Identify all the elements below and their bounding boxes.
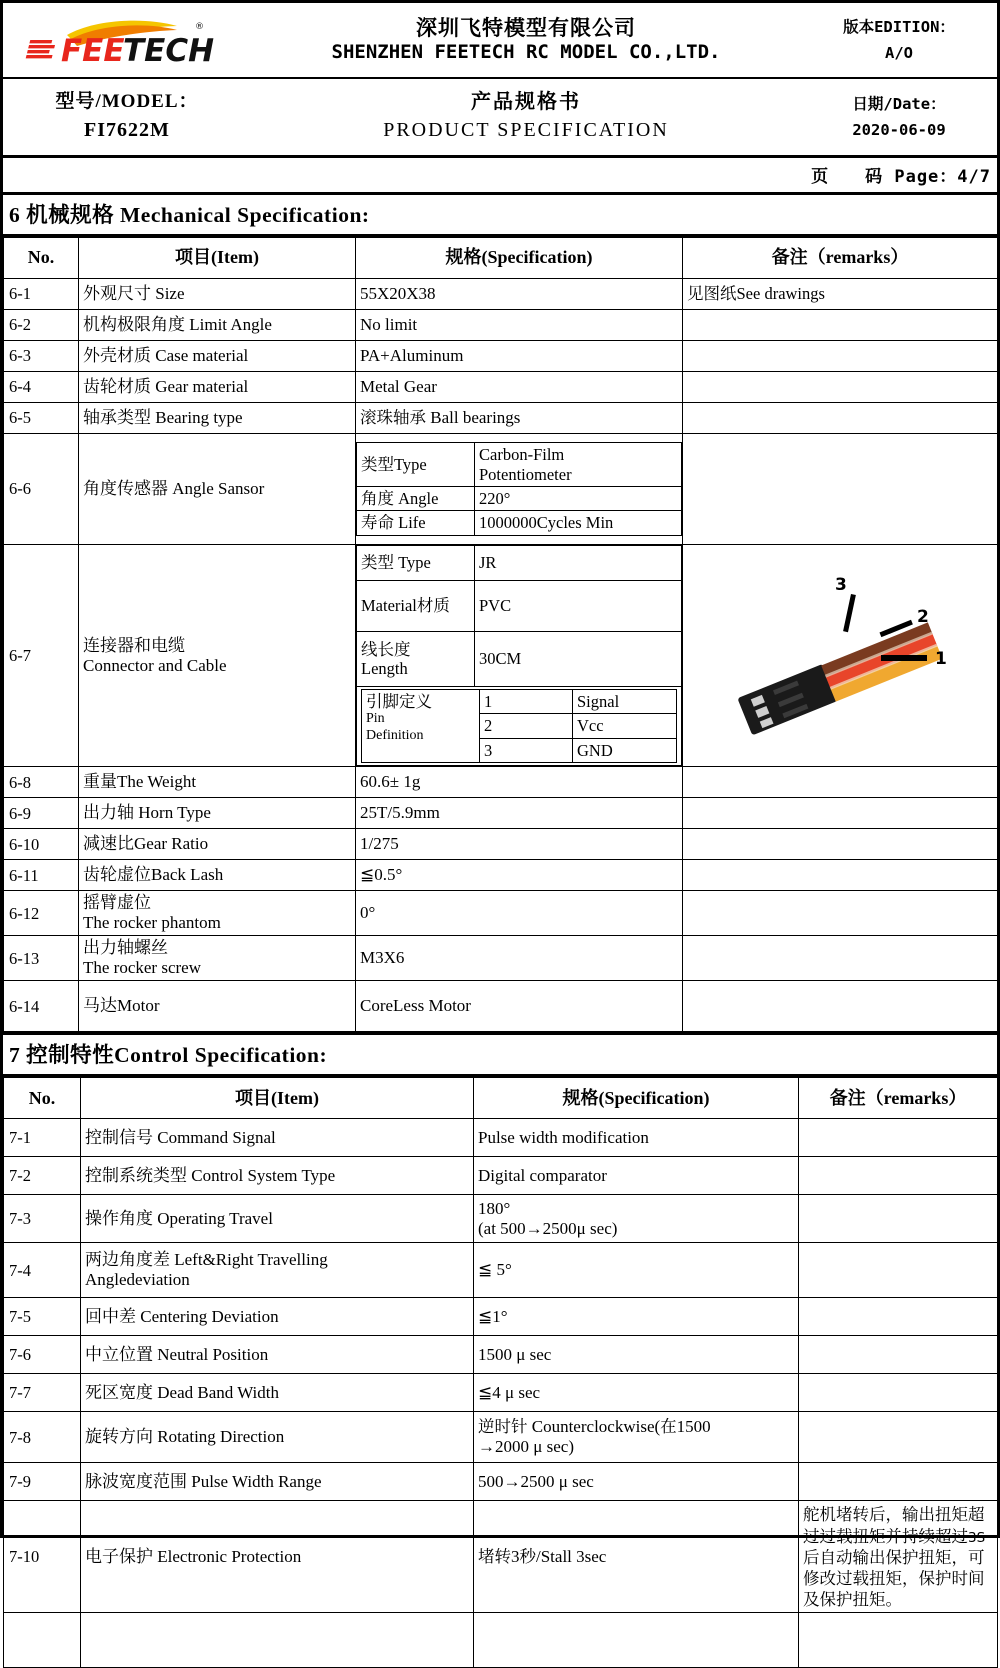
- row-spec: 0°: [356, 891, 683, 936]
- callout-2: 2: [917, 606, 929, 627]
- row-no: 6-13: [4, 936, 79, 981]
- subtable-row: [357, 511, 682, 535]
- feetech-logo-icon: [27, 13, 227, 67]
- row-spec: [474, 1412, 799, 1463]
- row-no: 7-10: [4, 1501, 81, 1612]
- row-item: 电子保护 Electronic Protection: [81, 1501, 474, 1612]
- col-header-no: No.: [4, 238, 79, 279]
- row-spec: Digital comparator: [474, 1157, 799, 1195]
- row-spec: [356, 434, 683, 545]
- table-row: [4, 798, 998, 829]
- table-row: [4, 434, 998, 545]
- model-cell: [3, 78, 251, 155]
- sub-value: 220°: [475, 487, 682, 511]
- svg-text:FEE: FEE: [61, 33, 125, 69]
- subtable-row: [357, 546, 682, 581]
- row-remarks: [683, 310, 998, 341]
- row-item: 减速比Gear Ratio: [79, 829, 356, 860]
- sub-key: 角度 Angle: [357, 487, 475, 511]
- row-item: 中立位置 Neutral Position: [81, 1336, 474, 1374]
- sub-key: Material材质: [357, 581, 475, 632]
- row-spec: ≦4 μ sec: [474, 1374, 799, 1412]
- item-line: The rocker screw: [83, 958, 201, 978]
- row-spec: PA+Aluminum: [356, 341, 683, 372]
- cjk-text: 电子保护: [85, 1546, 153, 1567]
- table-row: [4, 1374, 998, 1412]
- company-logo-cell: [3, 3, 251, 77]
- date-label: 日期/Date：: [852, 94, 946, 113]
- row-no: 7-9: [4, 1463, 81, 1501]
- company-name-cn: 深圳飞特模型有限公司: [416, 16, 636, 41]
- mechanical-spec-table: [3, 237, 998, 1032]
- row-remarks: [683, 372, 998, 403]
- model-value: FI7622M: [84, 119, 170, 142]
- row-spec: M3X6: [356, 936, 683, 981]
- row-no: 6-1: [4, 279, 79, 310]
- spec-line: 逆时针 Counterclockwise(在1500: [478, 1417, 711, 1437]
- edition-value: A/O: [885, 44, 913, 62]
- row-spec: 500→2500 μ sec: [474, 1463, 799, 1501]
- col-header-item: 项目(Item): [81, 1078, 474, 1119]
- col-header-remarks: 备注（remarks）: [799, 1078, 998, 1119]
- spec-line: →2000 μ sec): [478, 1437, 574, 1457]
- cjk-text: 类型: [361, 454, 394, 474]
- table-row: [4, 829, 998, 860]
- row-spec: 55X20X38: [356, 279, 683, 310]
- table-row: [4, 1412, 998, 1463]
- subtable-row: [357, 487, 682, 511]
- row-item: 齿轮材质 Gear material: [79, 372, 356, 403]
- row-item: 齿轮虚位Back Lash: [79, 860, 356, 891]
- pin-number: 1: [480, 690, 573, 714]
- sub-value: 30CM: [475, 632, 682, 687]
- cjk-text: 滚珠轴承: [360, 407, 426, 427]
- row-item: 控制信号 Command Signal: [81, 1119, 474, 1157]
- row-remarks: [683, 860, 998, 891]
- control-table-header: [4, 1078, 998, 1119]
- row-item: 外观尺寸 Size: [79, 279, 356, 310]
- pin-number: 2: [480, 714, 573, 738]
- table-row: [4, 1336, 998, 1374]
- doc-title-cn: 产品规格书: [471, 91, 581, 114]
- subtable-row: [357, 443, 682, 487]
- table-row: [4, 1243, 998, 1298]
- row-no: 6-12: [4, 891, 79, 936]
- table-row: [4, 891, 998, 936]
- cjk-text: 类型: [361, 553, 394, 573]
- table-row: [4, 1463, 998, 1501]
- section-7-heading: [3, 1032, 997, 1077]
- row-spec: 1500 μ sec: [474, 1336, 799, 1374]
- table-row: [4, 1195, 998, 1243]
- col-header-remarks: 备注（remarks）: [683, 238, 998, 279]
- row-no: 6-8: [4, 767, 79, 798]
- item-line: Connector and Cable: [83, 655, 227, 675]
- table-row: [4, 310, 998, 341]
- col-header-no: No.: [4, 1078, 81, 1119]
- subtable-row: [357, 581, 682, 632]
- row-spec: No limit: [356, 310, 683, 341]
- pin-name: Signal: [573, 690, 677, 714]
- item-line: Angledeviation: [85, 1270, 190, 1290]
- svg-text:TECH: TECH: [123, 33, 215, 69]
- row-remarks: [799, 1243, 998, 1298]
- cjk-text: 后自动输出保护扭矩，可修改过载扭矩，保护时间及保护扭矩。: [803, 1547, 985, 1610]
- pin-def-label: [362, 690, 480, 763]
- document-header: [3, 3, 997, 158]
- table-row: [4, 1501, 998, 1612]
- row-remarks: [799, 1119, 998, 1157]
- cjk-text: 见图纸: [687, 284, 737, 304]
- cjk-text: 控制系统类型: [85, 1165, 187, 1186]
- row-item: 机构极限角度 Limit Angle: [79, 310, 356, 341]
- row-item: 角度传感器 Angle Sansor: [79, 434, 356, 545]
- row-no: [4, 1612, 81, 1667]
- row-remarks: [683, 798, 998, 829]
- svg-text:®: ®: [195, 22, 204, 32]
- date-cell: [801, 78, 997, 155]
- date-value: 2020-06-09: [852, 121, 946, 139]
- row-no: 6-4: [4, 372, 79, 403]
- row-spec: [474, 1195, 799, 1243]
- cjk-text: 机构极限角度: [83, 314, 185, 335]
- row-spec: ≦1°: [474, 1298, 799, 1336]
- row-remarks: [799, 1195, 998, 1243]
- table-row: [4, 372, 998, 403]
- row-item: 回中差 Centering Deviation: [81, 1298, 474, 1336]
- row-no: 7-1: [4, 1119, 81, 1157]
- row-spec: 25T/5.9mm: [356, 798, 683, 829]
- cjk-text: 在: [660, 1417, 677, 1437]
- row-no: 6-7: [4, 545, 79, 767]
- row-item: 外壳材质 Case material: [79, 341, 356, 372]
- row-no: 7-3: [4, 1195, 81, 1243]
- section-7-title: 7 控制特性Control Specification:: [9, 1043, 328, 1068]
- connector-subtable: [356, 545, 682, 766]
- item-line: [83, 636, 351, 656]
- row-no: 7-7: [4, 1374, 81, 1412]
- sub-key: 寿命 Life: [357, 511, 475, 535]
- mechanical-table-header: [4, 238, 998, 279]
- pin-definition-table: [361, 689, 677, 763]
- row-item: 控制系统类型 Control System Type: [81, 1157, 474, 1195]
- row-remarks: [683, 767, 998, 798]
- row-item: 轴承类型 Bearing type: [79, 403, 356, 434]
- cjk-text: 出力轴: [83, 803, 134, 824]
- cjk-text: 线长度: [361, 639, 411, 659]
- cjk-text: 秒: [519, 1546, 536, 1566]
- row-item: 马达Motor: [79, 981, 356, 1032]
- sub-key: 线长度 Length: [357, 632, 475, 687]
- cjk-text: 堵转: [478, 1546, 511, 1566]
- row-remarks: 见图纸See drawings: [683, 279, 998, 310]
- table-row: [4, 1612, 998, 1667]
- row-item: [81, 1243, 474, 1298]
- row-no: 7-5: [4, 1298, 81, 1336]
- cjk-text: 轴承类型: [83, 407, 151, 428]
- cjk-text: 脉波宽度范围: [85, 1471, 187, 1492]
- row-remarks: [799, 1412, 998, 1463]
- pin-def-label-cn: [366, 692, 475, 711]
- page-number-strip: [3, 158, 997, 195]
- item-line: [83, 893, 351, 913]
- cjk-text: 中立位置: [85, 1344, 153, 1365]
- pin-def-label-en1: Pin: [366, 711, 385, 727]
- subtable-row: [357, 632, 682, 687]
- item-line: [83, 938, 351, 958]
- table-row: [4, 403, 998, 434]
- row-remarks: [799, 1298, 998, 1336]
- cjk-text: 角度传感器: [83, 478, 168, 499]
- row-item: [81, 1612, 474, 1667]
- callout-1: 1: [935, 648, 947, 669]
- row-remarks: [683, 403, 998, 434]
- table-row: [4, 860, 998, 891]
- cjk-text: 回中差: [85, 1306, 136, 1327]
- row-remarks: [799, 1612, 998, 1667]
- cjk-text: ）: [948, 1087, 967, 1109]
- sub-key: 类型 Type: [357, 546, 475, 581]
- doc-title-en: PRODUCT SPECIFICATION: [383, 119, 669, 141]
- cjk-text: 控制信号: [85, 1127, 153, 1148]
- row-no: 6-9: [4, 798, 79, 829]
- row-item: 脉波宽度范围 Pulse Width Range: [81, 1463, 474, 1501]
- model-label: 型号/MODEL：: [55, 91, 199, 112]
- row-spec: [474, 1612, 799, 1667]
- row-spec: Pulse width modification: [474, 1119, 799, 1157]
- cjk-text: 重量: [83, 772, 117, 793]
- cjk-text: 出力轴螺丝: [83, 938, 168, 959]
- row-remarks: [683, 936, 998, 981]
- row-remarks: [799, 1463, 998, 1501]
- cjk-text: 齿轮虚位: [83, 865, 151, 886]
- table-row: [4, 545, 998, 767]
- row-remarks: 舵机堵转后，输出扭矩超过过载扭矩并持续超过3S后自动输出保护扭矩，可修改过载扭矩，保护时间及保护扭矩。: [799, 1501, 998, 1612]
- section-6-title: 6 机械规格 Mechanical Specification:: [9, 203, 370, 227]
- cjk-text: 规格: [562, 1087, 599, 1109]
- table-row: [4, 1119, 998, 1157]
- row-spec: CoreLess Motor: [356, 981, 683, 1032]
- col-header-spec: 规格(Specification): [474, 1078, 799, 1119]
- row-remarks: [683, 341, 998, 372]
- pin-row: [362, 690, 677, 714]
- cjk-text: 逆时针: [478, 1417, 528, 1437]
- row-no: 7-4: [4, 1243, 81, 1298]
- pin-name: Vcc: [573, 714, 677, 738]
- company-name-cell: [251, 3, 801, 77]
- table-row: [4, 341, 998, 372]
- page-number: 页 码 Page：4/7: [811, 167, 991, 187]
- cjk-text: 马达: [83, 996, 117, 1017]
- pin-def-host: [357, 687, 682, 766]
- row-no: 6-2: [4, 310, 79, 341]
- row-remarks: [683, 829, 998, 860]
- row-remarks: [799, 1157, 998, 1195]
- row-remarks: [683, 981, 998, 1032]
- row-spec: 1/275: [356, 829, 683, 860]
- row-item: 旋转方向 Rotating Direction: [81, 1412, 474, 1463]
- cjk-text: 寿命: [361, 513, 394, 533]
- cjk-text: 摇臂虚位: [83, 893, 151, 914]
- row-no: 6-5: [4, 403, 79, 434]
- table-row: [4, 279, 998, 310]
- row-item: [79, 936, 356, 981]
- row-item: 出力轴 Horn Type: [79, 798, 356, 829]
- col-header-spec: 规格(Specification): [356, 238, 683, 279]
- edition-cell: [801, 3, 997, 77]
- cjk-text: 备注（: [829, 1087, 884, 1109]
- table-row: [4, 767, 998, 798]
- row-spec: 堵转3秒/Stall 3sec: [474, 1501, 799, 1612]
- table-row: [4, 981, 998, 1032]
- cjk-text: 项目: [235, 1087, 271, 1109]
- row-spec: [356, 545, 683, 767]
- cjk-text: 舵机堵转后，输出扭矩超过过载扭矩并持续超过: [803, 1505, 985, 1546]
- callout-3: 3: [835, 574, 847, 595]
- cjk-text: 两边角度差: [85, 1250, 170, 1271]
- item-line: The rocker phantom: [83, 913, 221, 933]
- row-item: 死区宽度 Dead Band Width: [81, 1374, 474, 1412]
- cjk-text: 项目: [175, 247, 211, 269]
- row-remarks: [683, 891, 998, 936]
- cjk-text: 连接器和电缆: [83, 635, 185, 656]
- row-no: 6-10: [4, 829, 79, 860]
- row-no: 6-14: [4, 981, 79, 1032]
- sub-value: PVC: [475, 581, 682, 632]
- cjk-text: 材质: [416, 596, 450, 616]
- row-item: 操作角度 Operating Travel: [81, 1195, 474, 1243]
- cjk-text: 外观尺寸: [83, 283, 151, 304]
- row-spec: 滚珠轴承 Ball bearings: [356, 403, 683, 434]
- section-6-heading: [3, 195, 997, 237]
- row-remarks-image: [683, 545, 998, 767]
- cjk-text: 减速比: [83, 834, 134, 855]
- cjk-text: 死区宽度: [85, 1382, 153, 1403]
- pin-number: 3: [480, 738, 573, 762]
- sub-value: Carbon-Film Potentiometer: [475, 443, 682, 487]
- angle-sensor-subtable: [356, 442, 682, 536]
- cjk-text: 旋转方向: [85, 1427, 153, 1448]
- row-no: 6-6: [4, 434, 79, 545]
- row-remarks: [683, 434, 998, 545]
- table-row: [4, 936, 998, 981]
- row-remarks: [799, 1336, 998, 1374]
- row-spec: ≦0.5°: [356, 860, 683, 891]
- sub-value: 1000000Cycles Min: [475, 511, 682, 535]
- sub-key: 类型Type: [357, 443, 475, 487]
- edition-label: 版本EDITION：: [843, 17, 955, 36]
- cjk-text: 操作角度: [85, 1208, 153, 1229]
- row-spec: Metal Gear: [356, 372, 683, 403]
- row-remarks: [799, 1374, 998, 1412]
- spec-line: 180°: [478, 1198, 511, 1218]
- company-name-en: SHENZHEN FEETECH RC MODEL CO.,LTD.: [331, 41, 721, 64]
- cjk-text: 齿轮材质: [83, 376, 151, 397]
- row-no: 7-8: [4, 1412, 81, 1463]
- sub-value: JR: [475, 546, 682, 581]
- row-no: 7-6: [4, 1336, 81, 1374]
- row-no: 6-11: [4, 860, 79, 891]
- cjk-text: ）: [890, 247, 909, 269]
- spec-line: (at 500→2500μ sec): [478, 1218, 618, 1238]
- pin-def-label-en2: Definition: [366, 727, 424, 743]
- row-item: 重量The Weight: [79, 767, 356, 798]
- subtable-row: [357, 687, 682, 766]
- item-line: 两边角度差 Left&Right Travelling: [85, 1250, 328, 1271]
- cjk-text: 外壳材质: [83, 345, 151, 366]
- doc-title-cell: [251, 78, 801, 155]
- table-row: [4, 1298, 998, 1336]
- row-spec: ≦ 5°: [474, 1243, 799, 1298]
- cjk-text: 角度: [361, 489, 394, 508]
- cjk-text: 备注（: [771, 247, 826, 269]
- pin-name: GND: [573, 738, 677, 762]
- control-spec-table: [3, 1077, 998, 1667]
- cjk-text: 规格: [445, 247, 482, 269]
- cjk-text: 引脚定义: [366, 692, 432, 711]
- row-no: 7-2: [4, 1157, 81, 1195]
- row-item: [79, 545, 356, 767]
- row-item: [79, 891, 356, 936]
- row-spec: 60.6± 1g: [356, 767, 683, 798]
- table-row: [4, 1157, 998, 1195]
- col-header-item: 项目(Item): [79, 238, 356, 279]
- servo-cable-photo-icon: [683, 576, 997, 736]
- row-no: 6-3: [4, 341, 79, 372]
